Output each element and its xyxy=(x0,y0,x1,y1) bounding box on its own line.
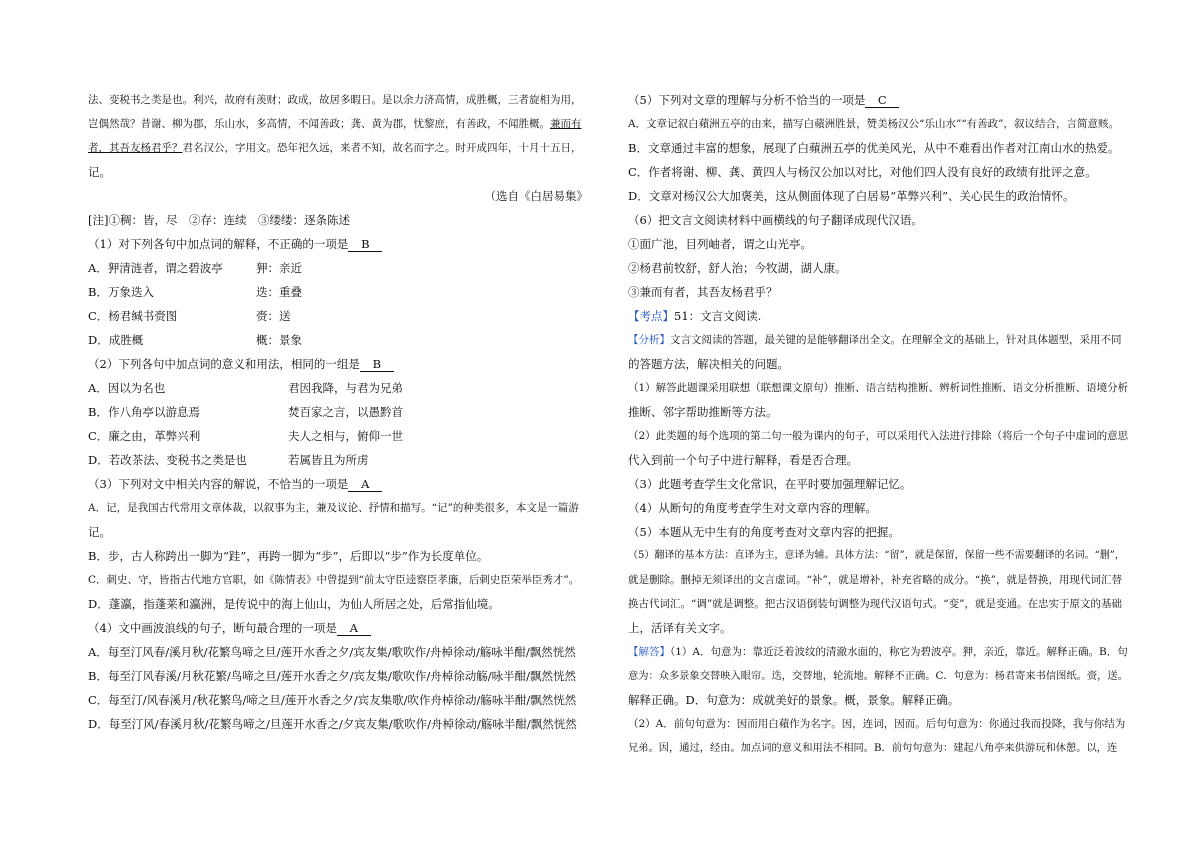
question-4-stem xyxy=(88,616,588,640)
option-gloss: 赍：送 xyxy=(256,309,291,323)
option-compare: 焚百家之言，以愚黔首 xyxy=(288,405,403,419)
analysis-line: 换古代词汇。“调”就是调整。把古汉语倒装句调整为现代汉语句式。“变”，就是变通。在忠实于原文的基础 xyxy=(628,598,1122,610)
option-compare: 君因我降，与君为兄弟 xyxy=(288,381,403,395)
jieda-tag: 【解答】 xyxy=(628,646,670,658)
question-2-option xyxy=(88,376,588,400)
analysis-line: 推断、邻字帮助推断等方法。 xyxy=(628,405,778,419)
answer-blank: B xyxy=(348,237,382,252)
analysis-line: 上，活译有关文字。 xyxy=(628,621,732,635)
question-3-stem xyxy=(88,472,588,496)
passage-line-4: 记。 xyxy=(88,165,111,179)
left-column xyxy=(88,88,588,736)
question-3-option: A．记，是我国古代常用文章体裁，以叙事为主，兼及议论、抒情和描写。“记”的种类很多，本文是一篇游 xyxy=(88,502,579,514)
question-6-stem: （6）把文言文阅读材料中画横线的句子翻译成现代汉语。 xyxy=(628,213,923,227)
right-column xyxy=(628,88,1128,760)
source-citation: （选自《白居易集》 xyxy=(484,189,588,203)
passage-line-3 xyxy=(88,136,588,160)
analysis-line: （1）解答此题课采用联想（联想课文原句）推断、语言结构推断、辨析词性推断、语文分析推断、语境分析 xyxy=(628,382,1129,394)
question-2-option xyxy=(88,448,588,472)
question-5-option: A．文章记叙白蘋洲五亭的由来，描写白蘋洲胜景，赞美杨汉公“乐山水”“有善政”，叙议结合，言简意赅。 xyxy=(628,118,1120,130)
passage-text: 君名汉公，字用文。恐年祀久远，来者不知，故名而字之。时开成四年，十月十五日， xyxy=(182,142,582,154)
passage-line-1: 法、变税书之类是也。利兴，故府有羡财；政成，故居多暇日。是以余力济高情，成胜概，三者旋相为用， xyxy=(88,94,582,106)
analysis-line: （3）此题考查学生文化常识，在平时要加强理解记忆。 xyxy=(628,477,912,491)
kaodian-text: 51：文言文阅读. xyxy=(674,309,762,323)
question-2-stem xyxy=(88,352,588,376)
question-3-option: 记。 xyxy=(88,525,111,539)
option-text: B．作八角亭以游息焉 xyxy=(88,405,200,419)
option-text: B．万象迭入 xyxy=(88,285,154,299)
analysis-line: （5）翻译的基本方法：直译为主，意译为辅。具体方法：“留”，就是保留，保留一些不需要翻译的名词。“删”， xyxy=(628,550,1125,561)
analysis-line: （4）从断句的角度考查学生对文章内容的理解。 xyxy=(628,501,877,515)
question-3-option: B．步，古人称跨出一脚为“跬”，再跨一脚为“步”，后即以“步”作为长度单位。 xyxy=(88,549,489,563)
option-gloss: 迭：重叠 xyxy=(256,285,302,299)
option-gloss: 概：景象 xyxy=(256,333,302,347)
question-2-option xyxy=(88,424,588,448)
jieda-text: （1）A．句意为：靠近泛着波纹的清澈水面的，称它为碧波亭。狎，亲近，靠近。解释正确。B．句 xyxy=(670,646,1128,658)
stem-text: （4）文中画波浪线的句子，断句最合理的一项是 xyxy=(88,621,337,635)
answer-blank: B xyxy=(360,357,394,372)
underlined-sentence: 兼而有 xyxy=(550,118,582,130)
analysis-line: （2）此类题的每个选项的第二句一般为课内的句子，可以采用代入法进行排除（将后一个句子中虚词的意思 xyxy=(628,430,1129,442)
question-5-option: C．作者将谢、柳、龚、黄四人与杨汉公加以对比，对他们四人没有良好的政绩有批评之意。 xyxy=(628,165,1097,179)
passage-line-2 xyxy=(88,112,588,136)
jieda-line: 意为：众多景象交替映入眼帘。迭，交替地，轮流地。解释不正确。C．句意为：杨君寄来书信图纸。赍，送。 xyxy=(628,670,1128,682)
question-6-item: ②杨君前牧舒，舒人治；今牧湖，湖人康。 xyxy=(628,261,847,275)
question-4-option: A．每至汀风春/溪月秋/花繁鸟啼之旦/莲开水香之夕/宾友集/歌吹作/舟棹徐动/觞咏半酣/飘然恍然 xyxy=(88,645,576,659)
option-text: A．狎清涟者，谓之碧波亭 xyxy=(88,261,223,275)
option-text: A．因以为名也 xyxy=(88,381,166,395)
underlined-sentence: 者，其吾友杨君乎？ xyxy=(88,142,183,154)
question-1-option xyxy=(88,256,588,280)
question-1-option xyxy=(88,328,588,352)
question-5-stem xyxy=(628,88,1128,112)
option-compare: 夫人之相与，俯仰一世 xyxy=(288,429,403,443)
jieda-line xyxy=(628,640,1128,664)
analysis-line: 代入到前一个句子中进行解释，看是否合理。 xyxy=(628,453,858,467)
question-4-option: D．每至汀风/春溪月秋/花繁鸟啼之/旦莲开水香之/夕宾友集/歌吹作/舟棹徐动/觞咏半酣/飘然恍然 xyxy=(88,717,577,731)
analysis-line: （5）本题从无中生有的角度考查对文章内容的把握。 xyxy=(628,525,900,539)
question-6-item: ③兼而有者，其吾友杨君乎？ xyxy=(628,285,778,299)
kaodian-line xyxy=(628,304,1128,328)
question-4-option: C．每至汀/风春溪月/秋花繁鸟/啼之旦/莲开水香之夕/宾友集歌/吹作舟棹徐动/觞咏半酣/飘然恍然 xyxy=(88,693,577,707)
question-6-item: ①面广池，目列岫者，谓之山光亭。 xyxy=(628,237,812,251)
answer-blank: A xyxy=(337,621,371,636)
jieda-line: （2）A．前句句意为：因而用白蘋作为名字。因，连词，因而。后句句意为：你通过我而投降，我与你结为 xyxy=(628,718,1126,730)
question-1-option xyxy=(88,304,588,328)
question-2-option xyxy=(88,400,588,424)
option-text: C．杨君缄书赍图 xyxy=(88,309,178,323)
question-3-option: D．蓬瀛，指蓬莱和瀛洲，是传说中的海上仙山，为仙人所居之处，后常指仙境。 xyxy=(88,597,500,611)
stem-text: （3）下列对文中相关内容的解说，不恰当的一项是 xyxy=(88,477,349,491)
answer-blank: A xyxy=(348,477,382,492)
fenxi-line xyxy=(628,328,1128,352)
option-text: D．若改茶法、变税书之类是也 xyxy=(88,453,247,467)
question-5-option: D．文章对杨汉公大加褒美，这从侧面体现了白居易“革弊兴利”、关心民生的政治情怀。 xyxy=(628,189,1075,203)
answer-blank: C xyxy=(865,93,899,108)
notes: [注]①稠：皆，尽 ②存：连续 ③缕缕：逐条陈述 xyxy=(88,213,350,227)
fenxi-text: 文言文阅读的答题，最关键的是能够翻译出全文。在理解全文的基础上，针对具体题型，采用不同 xyxy=(670,334,1122,346)
question-5-option: B．文章通过丰富的想象，展现了白蘋洲五亭的优美风光，从中不难看出作者对江南山水的热爱。 xyxy=(628,141,1120,155)
option-gloss: 狎：亲近 xyxy=(256,261,302,275)
stem-text: （5）下列对文章的理解与分析不恰当的一项是 xyxy=(628,93,866,107)
question-1-option xyxy=(88,280,588,304)
passage-text: 岂偶然哉？昔谢、柳为郡，乐山水，多高情，不闻善政；龚、黄为郡，忧黎庶，有善政，不闻胜概。 xyxy=(88,118,550,130)
option-compare: 若属皆且为所虏 xyxy=(288,453,369,467)
option-text: D．成胜概 xyxy=(88,333,144,347)
fenxi-line-2: 的答题方法，解决相关的问题。 xyxy=(628,357,789,371)
stem-text: （2）下列各句中加点词的意义和用法，相同的一组是 xyxy=(88,357,360,371)
jieda-line: 兄弟。因，通过，经由。加点词的意义和用法不相同。B．前句句意为：建起八角亭来供游玩和休憩。以，连 xyxy=(628,742,1118,754)
stem-text: （1）对下列各句中加点词的解释，不正确的一项是 xyxy=(88,237,349,251)
question-3-option: C．刺史、守，皆指古代地方官职，如《陈情表》中曾提到“前太守臣逵察臣孝廉，后刺史臣荣举臣秀才”。 xyxy=(88,574,580,586)
option-text: C．廉之由，革弊兴利 xyxy=(88,429,201,443)
jieda-line: 解释正确。D．句意为：成就美好的景象。概，景象。解释正确。 xyxy=(628,693,960,707)
fenxi-tag: 【分析】 xyxy=(628,334,670,346)
question-1-stem xyxy=(88,232,588,256)
analysis-line: 就是删除。删掉无须译出的文言虚词。“补”，就是增补，补充省略的成分。“换”，就是替换，用现代词汇替 xyxy=(628,574,1122,586)
kaodian-tag: 【考点】 xyxy=(628,309,674,323)
question-4-option: B．每至汀风春溪/月秋花繁/鸟啼之旦/莲开水香之夕/宾友集/歌吹作/舟棹徐动觞/咏半酣/飘然恍然 xyxy=(88,669,576,683)
